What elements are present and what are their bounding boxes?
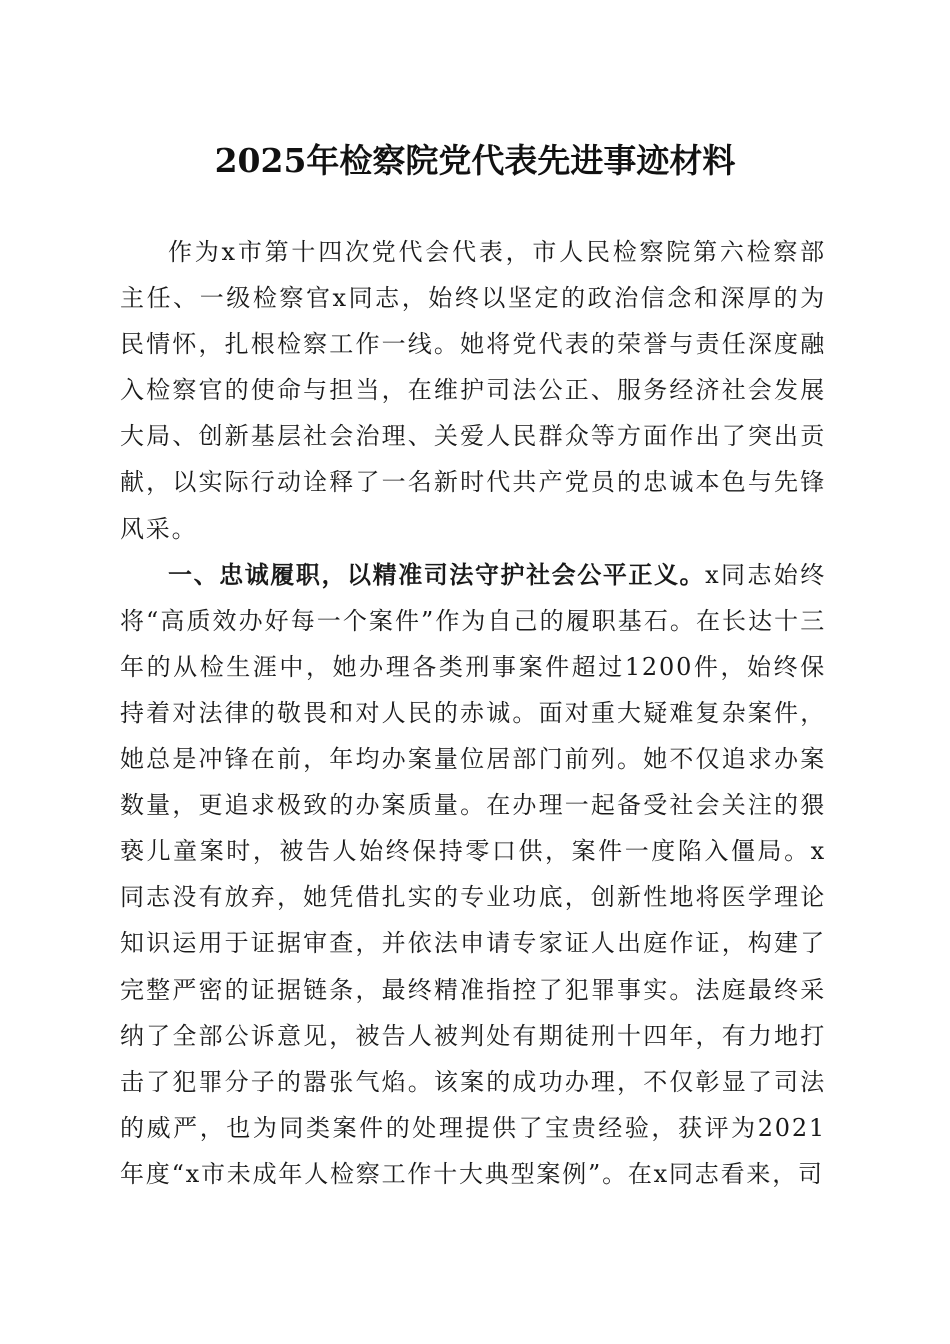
section-1-body: x同志始终将“高质效办好每一个案件”作为自己的履职基石。在长达十三年的从检生涯中，她办理各类刑事案件超过1200件，始终保持着对法律的敬畏和对人民的赤诚。面对重大疑难复杂案件，她总是冲锋在前，年均办案量位居部门前列。她不仅追求办案数量，更追求极致的办案质量。在办理一起备受社会关注的猥亵儿童案时，被告人始终保持零口供，案件一度陷入僵局。x同志没有放弃，她凭借扎实的专业功底，创新性地将医学理论知识运用于证据审查，并依法申请专家证人出庭作证，构建了完整严密的证据链条，最终精准指控了犯罪事实。法庭最终采纳了全部公诉意见，被告人被判处有期徒刑十四年，有力地打击了犯罪分子的嚣张气焰。该案的成功办理，不仅彰显了司法的威严，也为同类案件的处理提供了宝贵经验，获评为2021年度“x市未成年人检察工作十大典型案例”。在x同志看来，司 [120, 560, 826, 1188]
section-1-paragraph [120, 552, 826, 1197]
section-1-heading: 一、忠诚履职，以精准司法守护社会公平正义。 [168, 560, 706, 589]
intro-paragraph: 作为x市第十四次党代会代表，市人民检察院第六检察部主任、一级检察官x同志，始终以坚定的政治信念和深厚的为民情怀，扎根检察工作一线。她将党代表的荣誉与责任深度融入检察官的使命与担当，在维护司法公正、服务经济社会发展大局、创新基层社会治理、关爱人民群众等方面作出了突出贡献，以实际行动诠释了一名新时代共产党员的忠诚本色与先锋风采。 [120, 238, 826, 543]
document-title: 2025年检察院党代表先进事迹材料 [214, 141, 736, 180]
document-body [120, 229, 826, 1197]
